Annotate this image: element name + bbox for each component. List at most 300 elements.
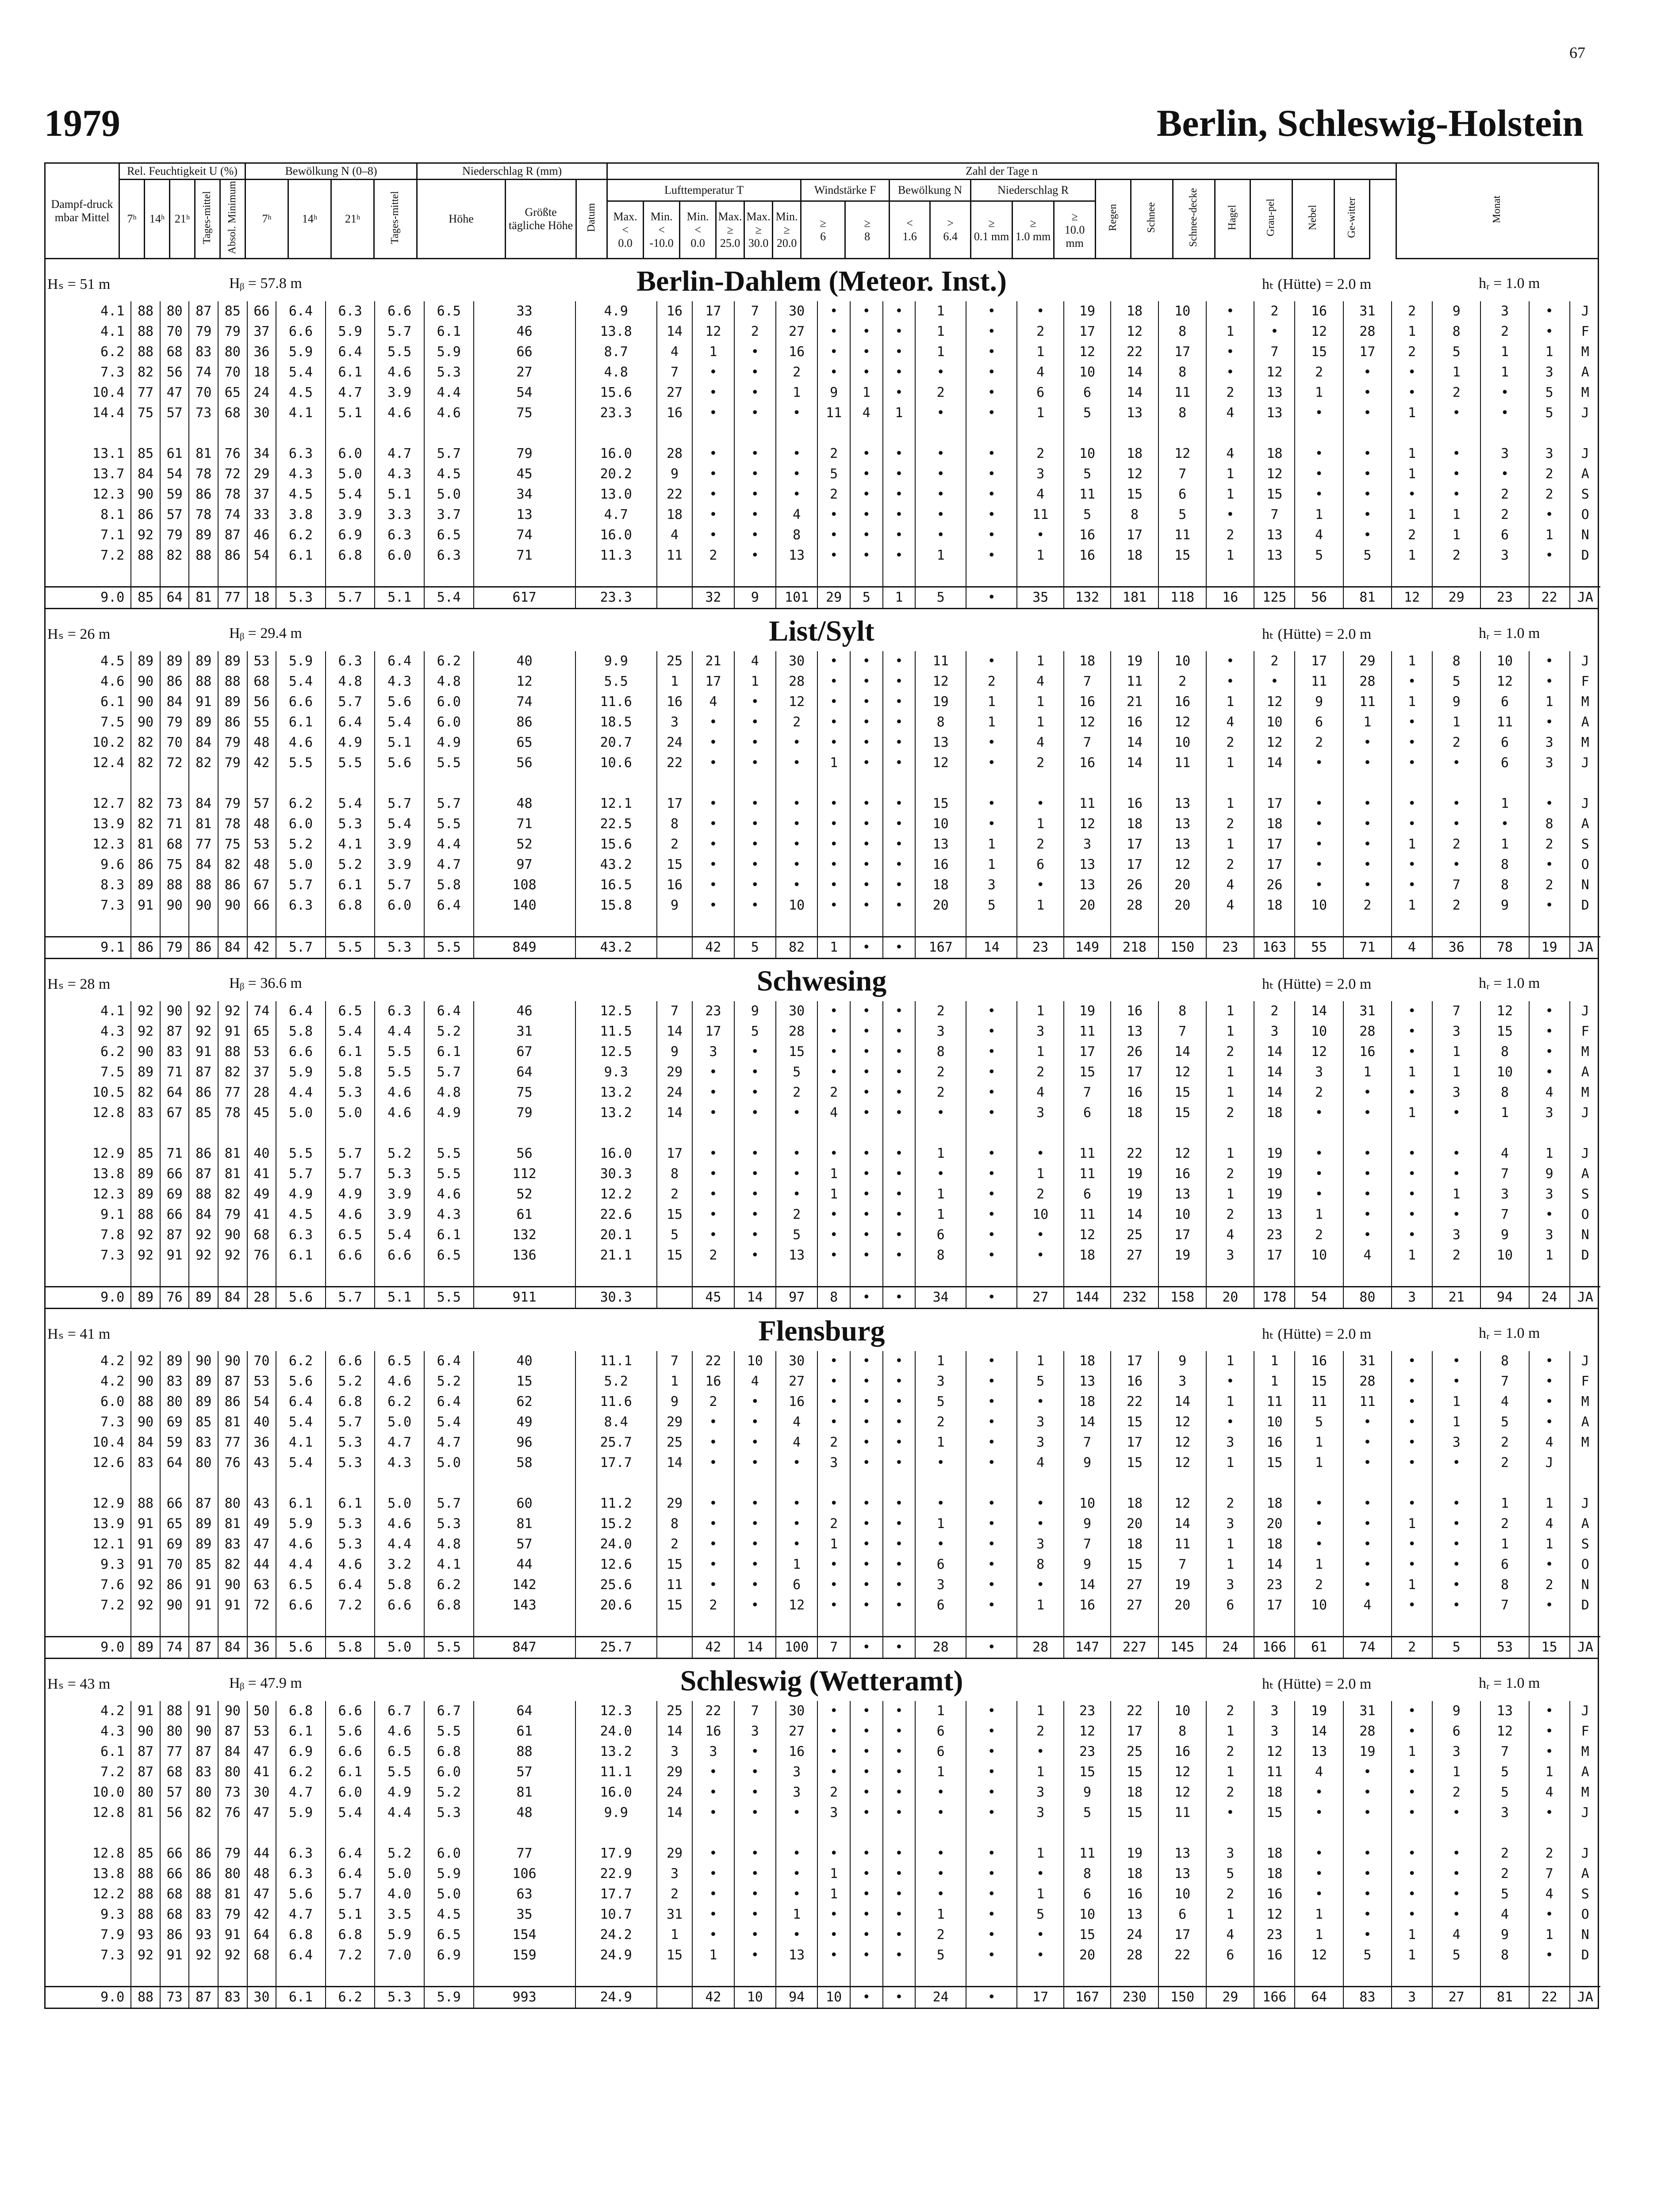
table-cell: • (734, 834, 776, 855)
table-cell: 80 (160, 1392, 189, 1412)
table-cell: M (1570, 1782, 1600, 1803)
table-cell: 72 (160, 753, 189, 773)
table-cell: 149 (1064, 937, 1111, 958)
spacer-row (46, 1266, 1600, 1287)
table-cell: 13.9 (92, 1516, 125, 1532)
spacer-cell (46, 423, 131, 444)
table-cell: 4.6 (375, 1514, 424, 1534)
table-cell: 10.4 (92, 1435, 125, 1451)
table-cell: • (883, 1287, 916, 1308)
table-cell: 25.7 (575, 1637, 657, 1658)
station-header (46, 609, 1598, 651)
table-cell: 85 (189, 1103, 218, 1123)
table-cell: • (850, 712, 883, 733)
table-cell: 17 (1254, 1245, 1295, 1266)
table-cell: 1 (1206, 464, 1254, 484)
table-cell: 4.9 (575, 301, 657, 322)
spacer-cell (189, 773, 218, 794)
table-cell: • (966, 1245, 1017, 1266)
table-cell: 87 (189, 1164, 218, 1184)
table-cell: J (1570, 403, 1600, 423)
table-cell: • (850, 875, 883, 895)
table-cell: 5.7 (326, 1144, 375, 1164)
table-cell: 64 (1295, 1987, 1343, 2008)
table-cell: 36 (1432, 937, 1480, 958)
table-cell: • (817, 672, 850, 692)
spacer-cell (474, 916, 575, 937)
station-block (44, 959, 1599, 1309)
table-cell: 87 (189, 301, 218, 322)
table-cell: 43.2 (575, 855, 657, 875)
spacer-cell (160, 1123, 189, 1144)
table-cell: 44 (474, 1555, 575, 1575)
table-cell: 66 (474, 342, 575, 362)
spacer-cell (915, 1123, 966, 1144)
table-cell: 31 (657, 1905, 693, 1925)
table-cell: 24.0 (575, 1534, 657, 1555)
table-cell: 14 (1158, 1514, 1206, 1534)
table-cell: 4.9 (326, 733, 375, 753)
table-cell: 5.0 (375, 1637, 424, 1658)
table-cell: 12.9 (92, 1146, 125, 1162)
table-cell: 12 (1480, 1721, 1529, 1742)
table-cell: • (1343, 1083, 1392, 1103)
table-cell: O (1570, 1905, 1600, 1925)
spacer-cell (1480, 1123, 1529, 1144)
table-cell: • (1529, 895, 1570, 916)
table-cell: 2 (657, 834, 693, 855)
table-cell: 5.3 (424, 1803, 474, 1823)
spacer-row (46, 916, 1600, 937)
table-cell: 5 (1480, 1412, 1529, 1432)
table-cell: 92 (189, 1945, 218, 1966)
table-cell: • (1206, 1803, 1254, 1823)
threshold-text: Max. (746, 210, 771, 223)
table-cell: 12 (1158, 712, 1206, 733)
spacer-cell (915, 1966, 966, 1987)
station-gauge-height: hᵣ = 1.0 m (1479, 1325, 1540, 1342)
spacer-cell (817, 423, 850, 444)
table-cell: 26 (1254, 875, 1295, 895)
spacer-cell (1432, 1966, 1480, 1987)
spacer-cell (1529, 566, 1570, 587)
spacer-row (46, 566, 1600, 587)
table-cell: • (734, 1742, 776, 1762)
table-cell: 6 (1480, 733, 1529, 753)
table-cell: 83 (189, 1905, 218, 1925)
table-cell: 12 (1254, 362, 1295, 383)
table-cell: 17 (1111, 1062, 1158, 1083)
table-cell: • (1343, 1575, 1392, 1595)
table-cell: • (734, 383, 776, 403)
table-cell: 6.2 (276, 1762, 326, 1782)
table-cell: • (883, 855, 916, 875)
spacer-cell (474, 773, 575, 794)
table-cell: 6.4 (276, 1001, 326, 1022)
table-cell: 6.6 (326, 1245, 375, 1266)
spacer-cell (247, 1123, 276, 1144)
spacer-cell (817, 1823, 850, 1843)
table-cell: 3 (1529, 753, 1570, 773)
spacer-cell (1529, 423, 1570, 444)
table-cell: 88 (131, 1392, 160, 1412)
table-cell: 2 (1158, 672, 1206, 692)
spacer-cell (817, 1123, 850, 1144)
spacer-cell (883, 773, 916, 794)
station-data-table (46, 1701, 1600, 2008)
spacer-cell (776, 1823, 817, 1843)
table-cell: M (1570, 1083, 1600, 1103)
table-cell: D (1570, 1945, 1600, 1966)
table-cell: • (817, 1843, 850, 1864)
table-cell: 77 (218, 1083, 247, 1103)
table-cell: 1 (915, 1905, 966, 1925)
table-cell: 2 (1206, 1103, 1254, 1123)
spacer-cell (247, 1616, 276, 1637)
table-cell: 83 (218, 1534, 247, 1555)
table-cell: 90 (131, 692, 160, 712)
table-cell: 9 (1432, 1701, 1480, 1721)
table-cell: JA (1570, 587, 1600, 608)
table-cell: 84 (189, 855, 218, 875)
table-cell: 2 (1206, 383, 1254, 403)
table-cell: • (1392, 1884, 1432, 1905)
table-cell: 2 (1432, 834, 1480, 855)
table-cell: 6.1 (100, 694, 125, 710)
table-cell: • (1343, 464, 1392, 484)
table-cell: 15 (776, 1042, 817, 1062)
table-cell: 14 (1064, 1412, 1111, 1432)
table-cell: 1 (1254, 1371, 1295, 1392)
spacer-cell (1017, 1966, 1064, 1987)
table-cell: 20.1 (575, 1225, 657, 1245)
table-cell: 5.0 (424, 1884, 474, 1905)
table-cell: • (817, 1371, 850, 1392)
station-header (46, 1659, 1598, 1701)
table-cell: • (850, 753, 883, 773)
table-cell: 13 (1111, 1905, 1158, 1925)
table-cell: 81 (189, 444, 218, 464)
table-cell: 79 (189, 322, 218, 342)
table-cell: 75 (131, 403, 160, 423)
spacer-cell (850, 1473, 883, 1494)
table-cell: • (966, 1575, 1017, 1595)
table-cell: 2 (1295, 1225, 1343, 1245)
table-cell: 7 (1254, 342, 1295, 362)
table-cell: 34 (247, 444, 276, 464)
table-cell: 57 (160, 403, 189, 423)
table-cell: 88 (131, 1494, 160, 1514)
table-cell: 97 (474, 855, 575, 875)
month-row (46, 712, 1600, 733)
table-cell: O (1570, 1555, 1600, 1575)
table-cell: • (850, 1782, 883, 1803)
spacer-cell (883, 1123, 916, 1144)
table-cell: 1 (1432, 1042, 1480, 1062)
table-cell: 9.9 (575, 651, 657, 672)
table-cell: • (1343, 733, 1392, 753)
table-cell: • (776, 855, 817, 875)
table-cell: 17 (1111, 1351, 1158, 1371)
table-cell: • (776, 1803, 817, 1823)
table-cell: 91 (189, 1701, 218, 1721)
spacer-cell (915, 916, 966, 937)
table-cell: 27 (1111, 1595, 1158, 1616)
table-cell: 89 (131, 875, 160, 895)
table-cell: • (734, 1575, 776, 1595)
spacer-cell (474, 1966, 575, 1987)
table-cell: 87 (189, 1637, 218, 1658)
spacer-cell (424, 1823, 474, 1843)
table-cell: 1 (1295, 1555, 1343, 1575)
table-cell: 15 (915, 794, 966, 814)
station-elevation: Hₛ = 51 m (47, 276, 111, 293)
table-cell: 13.8 (92, 1166, 125, 1182)
table-cell: • (776, 1453, 817, 1473)
table-cell: 6.6 (375, 1245, 424, 1266)
table-cell: 15 (1158, 1103, 1206, 1123)
table-cell: 8 (1480, 1042, 1529, 1062)
spacer-cell (692, 773, 734, 794)
table-cell: 5.9 (276, 1514, 326, 1534)
table-cell: 11 (1064, 1164, 1111, 1184)
table-cell: M (1570, 1042, 1600, 1062)
table-cell: 5.2 (375, 1144, 424, 1164)
spacer-cell (1480, 916, 1529, 937)
table-cell: 106 (474, 1864, 575, 1884)
table-cell: 89 (189, 712, 218, 733)
table-cell: 30 (776, 1351, 817, 1371)
table-cell: 5.5 (375, 1062, 424, 1083)
table-cell: 37 (247, 1062, 276, 1083)
table-cell: 3 (776, 1762, 817, 1782)
table-cell: 9 (1480, 1925, 1529, 1945)
table-cell: 2 (817, 1083, 850, 1103)
table-cell: 11 (1064, 794, 1111, 814)
table-cell: • (966, 1782, 1017, 1803)
table-cell: 5.9 (424, 1864, 474, 1884)
table-cell: 45 (474, 464, 575, 484)
table-cell: 9 (657, 1392, 693, 1412)
table-cell: 2 (817, 1432, 850, 1453)
table-cell: • (850, 1083, 883, 1103)
table-cell: 6.2 (424, 651, 474, 672)
table-cell: 27 (1017, 1287, 1064, 1308)
table-cell: 1 (1017, 1351, 1064, 1371)
spacer-cell (160, 773, 189, 794)
table-cell: • (883, 692, 916, 712)
table-cell: • (1295, 875, 1343, 895)
table-cell: 9 (1480, 895, 1529, 916)
table-cell: 11.5 (575, 1022, 657, 1042)
station-gauge-height: hᵣ = 1.0 m (1479, 275, 1540, 292)
table-cell: • (883, 505, 916, 525)
table-cell: 9.0 (46, 587, 131, 608)
table-cell: 16 (1158, 692, 1206, 712)
table-cell: 56 (474, 1144, 575, 1164)
spacer-cell (160, 423, 189, 444)
table-cell: • (1432, 1453, 1480, 1473)
spacer-cell (734, 423, 776, 444)
table-cell: • (883, 1987, 916, 2008)
thunder-header: Ge-witter (1346, 197, 1358, 238)
spacer-cell (1206, 1616, 1254, 1637)
spacer-cell (817, 566, 850, 587)
spacer-cell (1254, 1966, 1295, 1987)
table-cell: 81 (131, 1803, 160, 1823)
spacer-cell (692, 566, 734, 587)
table-cell: 12.8 (92, 1846, 125, 1862)
spacer-cell (46, 1266, 131, 1287)
table-cell (657, 1987, 693, 2008)
table-cell: • (966, 362, 1017, 383)
table-cell: 3 (915, 1575, 966, 1595)
table-cell: 9 (1480, 1225, 1529, 1245)
table-cell: • (734, 1392, 776, 1412)
table-cell: 77 (474, 1843, 575, 1864)
spacer-cell (1158, 423, 1206, 444)
table-cell: 68 (247, 672, 276, 692)
table-cell: • (966, 1001, 1017, 1022)
table-cell: • (1017, 301, 1064, 322)
table-cell: 92 (218, 1245, 247, 1266)
table-cell: 2 (1017, 1721, 1064, 1742)
table-cell: 5 (1295, 1412, 1343, 1432)
table-cell: 12 (1064, 1225, 1111, 1245)
table-cell: 6.1 (100, 1744, 125, 1760)
table-cell: • (692, 895, 734, 916)
table-cell: 2 (1254, 1001, 1295, 1022)
table-cell: 7.2 (326, 1595, 375, 1616)
spacer-cell (131, 566, 160, 587)
table-cell: • (1529, 1721, 1570, 1742)
threshold-text: ≥ (1030, 216, 1036, 230)
cloud-21h: 21ʰ (331, 179, 374, 258)
table-cell: 56 (1295, 587, 1343, 608)
table-cell: • (1392, 1184, 1432, 1205)
table-cell: 17.7 (575, 1453, 657, 1473)
table-cell: • (776, 1164, 817, 1184)
table-cell: 8 (1480, 1083, 1529, 1103)
table-cell: 16 (776, 342, 817, 362)
table-cell: 41 (247, 1205, 276, 1225)
table-cell: 8 (657, 1514, 693, 1534)
spacer-cell (247, 1473, 276, 1494)
spacer-cell (657, 1266, 693, 1287)
table-cell: 31 (474, 1022, 575, 1042)
table-cell: 68 (160, 1884, 189, 1905)
table-cell: 3 (1480, 1803, 1529, 1823)
table-cell: 5 (1295, 545, 1343, 566)
table-cell: 91 (160, 1945, 189, 1966)
month-row (46, 444, 1600, 464)
spacer-cell (247, 423, 276, 444)
spacer-cell (1432, 1123, 1480, 1144)
table-cell: 4 (1529, 1432, 1570, 1453)
table-cell: • (1343, 753, 1392, 773)
table-cell: 88 (189, 545, 218, 566)
table-cell: • (1392, 1412, 1432, 1432)
table-cell: 49 (247, 1184, 276, 1205)
month-row (46, 1412, 1600, 1432)
table-cell: 8 (1432, 322, 1480, 342)
table-cell: 40 (247, 1412, 276, 1432)
table-cell: • (966, 1144, 1017, 1164)
table-cell: • (1529, 1555, 1570, 1575)
table-cell: 2 (1206, 1742, 1254, 1762)
table-cell: 16 (776, 1392, 817, 1412)
table-cell: 11 (1064, 1843, 1111, 1864)
table-cell: 4.6 (276, 733, 326, 753)
table-cell: 77 (189, 834, 218, 855)
spacer-cell (160, 1473, 189, 1494)
table-cell: • (1392, 672, 1432, 692)
table-cell: 8 (915, 1042, 966, 1062)
table-cell: 24 (657, 1083, 693, 1103)
table-cell: J (1570, 1843, 1600, 1864)
table-cell: 85 (189, 1555, 218, 1575)
table-cell: 4 (1432, 1925, 1480, 1945)
table-cell: • (915, 1494, 966, 1514)
spacer-cell (46, 566, 131, 587)
table-cell: 17 (657, 1144, 693, 1164)
table-cell: • (883, 444, 916, 464)
table-cell: • (850, 1494, 883, 1514)
table-cell: • (817, 342, 850, 362)
table-cell: 6.4 (424, 1351, 474, 1371)
table-cell: 4.6 (276, 1534, 326, 1555)
spacer-row (46, 423, 1600, 444)
table-cell: 5.6 (326, 1721, 375, 1742)
table-cell: 18 (1111, 1534, 1158, 1555)
table-cell: 2 (1206, 1205, 1254, 1225)
threshold-text: < (906, 216, 913, 230)
table-cell: 15 (1111, 1412, 1158, 1432)
table-cell: 3 (1064, 834, 1111, 855)
table-cell: 12 (776, 1595, 817, 1616)
spacer-cell (850, 916, 883, 937)
month-header: Monat (1491, 195, 1503, 223)
table-cell: • (1017, 1225, 1064, 1245)
table-cell: 6.7 (424, 1701, 474, 1721)
spacer-cell (474, 1473, 575, 1494)
table-cell: 22 (692, 1701, 734, 1721)
table-cell: 5.2 (424, 1782, 474, 1803)
spacer-cell (247, 1823, 276, 1843)
spacer-cell (131, 1266, 160, 1287)
table-cell: 11 (1064, 484, 1111, 505)
table-cell: 15 (657, 1945, 693, 1966)
table-cell: 22 (1111, 342, 1158, 362)
spacer-cell (575, 1266, 657, 1287)
table-cell: • (1343, 1184, 1392, 1205)
table-cell: 22 (1111, 1701, 1158, 1721)
threshold-text: Min. (650, 210, 673, 223)
table-cell: • (734, 1494, 776, 1514)
spacer-cell (1111, 1966, 1158, 1987)
table-cell: • (692, 712, 734, 733)
table-cell: 84 (189, 733, 218, 753)
table-cell: 2 (1392, 525, 1432, 545)
table-cell: 79 (160, 712, 189, 733)
spacer-cell (424, 423, 474, 444)
table-cell: • (817, 1042, 850, 1062)
table-cell: 91 (131, 1701, 160, 1721)
table-cell: • (1529, 1042, 1570, 1062)
table-cell: • (692, 1205, 734, 1225)
table-cell: M (1570, 1432, 1600, 1453)
table-cell: J (1570, 444, 1600, 464)
